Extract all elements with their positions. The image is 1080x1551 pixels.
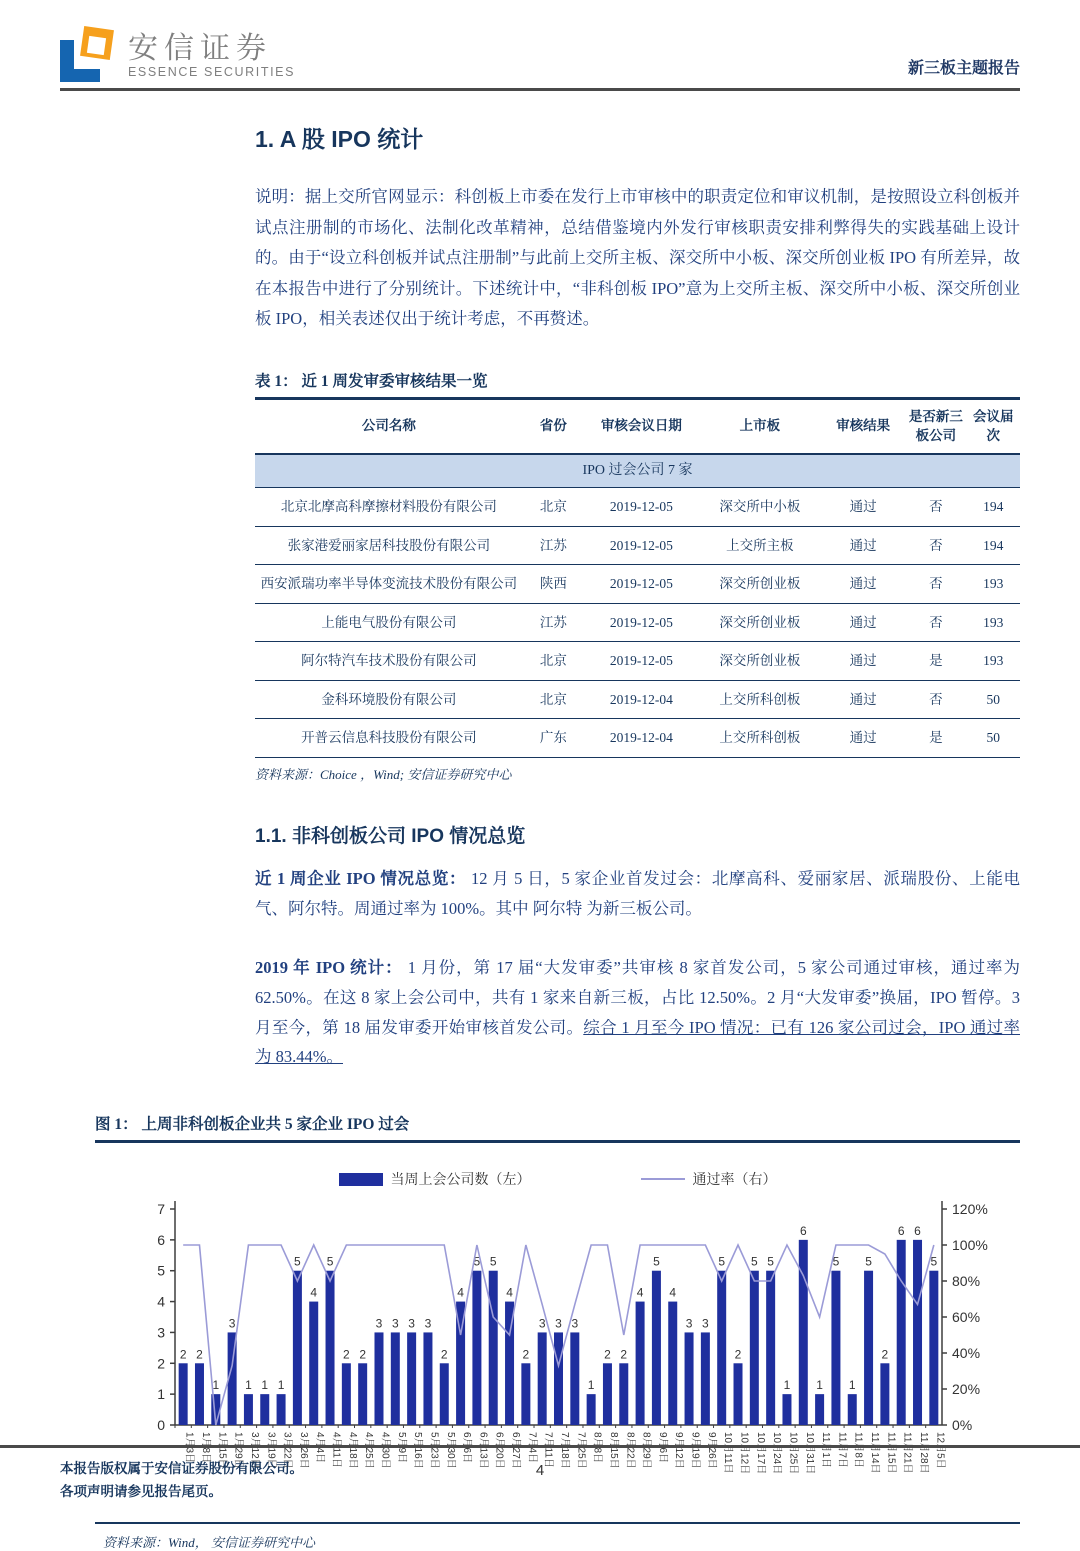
chart-legend bbox=[95, 1169, 1020, 1189]
bar-value-label: 2 bbox=[343, 1347, 350, 1362]
bar bbox=[538, 1332, 547, 1425]
x-axis-label: 12月5日 bbox=[934, 1432, 946, 1469]
bar-value-label: 1 bbox=[783, 1378, 791, 1393]
bar-swatch-icon bbox=[339, 1173, 383, 1186]
yearly-summary-text: 1 月份，第 17 届“大发审委”共审核 8 家首发公司，5 家公司通过审核，通过率为 62.50%。在这 8 家上会公司中，共有 1 家来自新三板，占比 12.50%。2 月“大发审委”换届，IPO 暂停。3 月至今，第 18 届发审委开始审核首发公司。 bbox=[255, 958, 1020, 1037]
report-type-label: 新三板主题报告 bbox=[907, 60, 1020, 77]
x-axis-label: 9月19日 bbox=[689, 1432, 701, 1469]
bar-value-label: 3 bbox=[424, 1316, 432, 1331]
table-1-body bbox=[255, 454, 1020, 758]
table-row: 开普云信息科技股份有限公司 广东 2019-12-04 上交所科创板 通过 是 50 bbox=[255, 719, 1020, 758]
x-axis-label: 10月31日 bbox=[803, 1432, 815, 1475]
table-row: 张家港爱丽家居科技股份有限公司 江苏 2019-12-05 上交所主板 通过 否 194 bbox=[255, 526, 1020, 565]
bar-value-label: 3 bbox=[375, 1316, 383, 1331]
bar bbox=[570, 1332, 579, 1425]
bar-value-label: 3 bbox=[538, 1316, 546, 1331]
x-axis-label: 5月23日 bbox=[428, 1432, 440, 1469]
bar-value-label: 3 bbox=[408, 1316, 415, 1331]
bar bbox=[734, 1363, 743, 1425]
x-axis-label: 3月26日 bbox=[297, 1432, 309, 1469]
bar-value-label: 3 bbox=[228, 1316, 236, 1331]
bar bbox=[326, 1271, 335, 1425]
x-axis-label: 3月19日 bbox=[265, 1432, 277, 1469]
figure-bottom-rule bbox=[95, 1522, 1020, 1524]
x-axis-label: 9月12日 bbox=[673, 1432, 685, 1469]
bar-value-label: 2 bbox=[522, 1347, 530, 1362]
right-axis-tick: 80% bbox=[952, 1273, 981, 1290]
left-axis-tick: 0 bbox=[157, 1417, 165, 1434]
left-axis-tick: 3 bbox=[157, 1324, 165, 1341]
x-axis-label: 10月25日 bbox=[787, 1432, 799, 1475]
right-axis-tick: 100% bbox=[952, 1237, 988, 1254]
bar bbox=[244, 1394, 253, 1425]
bar-value-label: 1 bbox=[245, 1378, 252, 1393]
figure-1-caption: 图 1： 上周非科创板企业共 5 家企业 IPO 过会 bbox=[95, 1112, 1020, 1143]
yearly-summary-underlined: 综合 1 月至今 IPO 情况：已有 126 家公司过会，IPO 通过率为 83.44%。 bbox=[255, 1017, 1020, 1067]
bar bbox=[277, 1394, 286, 1425]
x-axis-label: 7月25日 bbox=[575, 1432, 587, 1469]
left-axis-tick: 1 bbox=[157, 1386, 165, 1403]
bar-value-label: 6 bbox=[914, 1223, 921, 1238]
x-axis-label: 9月6日 bbox=[656, 1432, 668, 1464]
bar-value-label: 4 bbox=[636, 1285, 644, 1300]
page-header bbox=[60, 28, 1020, 91]
table-group-row bbox=[255, 454, 1020, 488]
bar bbox=[472, 1271, 481, 1425]
footer-copyright: 本报告版权属于安信证券股份有限公司。 bbox=[60, 1461, 303, 1476]
bar-value-label: 2 bbox=[620, 1347, 628, 1362]
line-swatch-icon bbox=[641, 1178, 685, 1180]
col-board: 上市板 bbox=[699, 400, 821, 454]
bar bbox=[195, 1363, 204, 1425]
weekly-summary-lead: 近 1 周企业 IPO 情况总览： bbox=[255, 868, 467, 888]
bar bbox=[880, 1363, 889, 1425]
right-axis-tick: 20% bbox=[952, 1381, 981, 1398]
bar bbox=[619, 1363, 628, 1425]
x-axis-label: 10月12日 bbox=[738, 1432, 750, 1475]
bar-value-label: 5 bbox=[294, 1254, 301, 1269]
x-axis-label: 6月27日 bbox=[510, 1432, 522, 1469]
col-company: 公司名称 bbox=[255, 400, 523, 454]
x-axis-label: 5月30日 bbox=[444, 1432, 456, 1469]
bar bbox=[179, 1363, 188, 1425]
x-axis-label: 5月9日 bbox=[395, 1432, 407, 1464]
bar-value-label: 4 bbox=[669, 1285, 677, 1300]
x-axis-label: 6月6日 bbox=[461, 1432, 473, 1464]
x-axis-label: 7月11日 bbox=[542, 1432, 554, 1469]
bar-value-label: 2 bbox=[359, 1347, 367, 1362]
legend-line-label: 通过率（右） bbox=[692, 1171, 777, 1188]
bar-value-label: 1 bbox=[816, 1378, 823, 1393]
brand bbox=[60, 28, 295, 82]
bar-value-label: 5 bbox=[767, 1254, 774, 1269]
x-axis-label: 11月8日 bbox=[852, 1432, 864, 1469]
x-axis-label: 4月18日 bbox=[346, 1432, 358, 1469]
col-neeq: 是否新三板公司 bbox=[905, 400, 966, 454]
bar bbox=[636, 1302, 645, 1425]
weekly-summary-paragraph bbox=[255, 864, 1020, 923]
bar bbox=[799, 1240, 808, 1425]
bar bbox=[603, 1363, 612, 1425]
bar-value-label: 1 bbox=[587, 1378, 595, 1393]
bar-value-label: 2 bbox=[604, 1347, 611, 1362]
bar bbox=[701, 1332, 710, 1425]
bar bbox=[864, 1271, 873, 1425]
bar bbox=[668, 1302, 677, 1425]
x-axis-label: 8月29日 bbox=[640, 1432, 652, 1469]
legend-item-bars bbox=[339, 1169, 531, 1189]
bar bbox=[587, 1394, 596, 1425]
x-axis-label: 1月8日 bbox=[199, 1432, 211, 1464]
bar bbox=[489, 1271, 498, 1425]
table-1 bbox=[255, 400, 1020, 758]
figure-1-source: 资料来源：Wind， 安信证券研究中心 bbox=[103, 1535, 315, 1551]
bar bbox=[717, 1271, 726, 1425]
bar bbox=[815, 1394, 824, 1425]
bar bbox=[521, 1363, 530, 1425]
bar-value-label: 3 bbox=[571, 1316, 579, 1331]
bar-value-label: 4 bbox=[506, 1285, 513, 1300]
x-axis-label: 11月7日 bbox=[836, 1432, 848, 1469]
bar bbox=[374, 1332, 383, 1425]
right-axis-tick: 40% bbox=[952, 1345, 981, 1362]
x-axis-label: 11月15日 bbox=[885, 1432, 897, 1474]
table-row: 金科环境股份有限公司 北京 2019-12-04 上交所科创板 通过 否 50 bbox=[255, 680, 1020, 719]
bar bbox=[440, 1363, 449, 1425]
bar-value-label: 5 bbox=[326, 1254, 334, 1269]
x-axis-label: 11月28日 bbox=[918, 1432, 930, 1474]
bar-value-label: 5 bbox=[930, 1254, 938, 1269]
bar-value-label: 3 bbox=[685, 1316, 693, 1331]
x-axis-label: 7月18日 bbox=[559, 1432, 570, 1469]
x-axis-label: 11月21日 bbox=[901, 1432, 913, 1474]
x-axis-label: 8月15日 bbox=[607, 1432, 619, 1469]
x-axis-label: 10月11日 bbox=[722, 1432, 734, 1474]
left-axis-tick: 6 bbox=[157, 1231, 165, 1248]
section-1-1-title: 1.1. 非科创板公司 IPO 情况总览 bbox=[255, 825, 526, 847]
bar bbox=[407, 1332, 416, 1425]
bar bbox=[652, 1271, 661, 1425]
x-axis-label: 1月29日 bbox=[232, 1432, 244, 1469]
x-axis-label: 8月22日 bbox=[624, 1432, 636, 1469]
bar-value-label: 2 bbox=[179, 1347, 187, 1362]
bar-value-label: 2 bbox=[734, 1347, 742, 1362]
bar bbox=[358, 1363, 367, 1425]
bar-value-label: 3 bbox=[391, 1316, 399, 1331]
legend-item-line bbox=[641, 1169, 777, 1189]
x-axis-label: 9月26日 bbox=[705, 1432, 717, 1469]
yearly-summary-lead: 2019 年 IPO 统计： bbox=[255, 958, 403, 978]
yearly-summary-paragraph bbox=[255, 953, 1020, 1072]
bar-value-label: 6 bbox=[799, 1223, 807, 1238]
bar bbox=[554, 1332, 563, 1425]
bar-value-label: 4 bbox=[457, 1285, 464, 1300]
bar bbox=[342, 1363, 351, 1425]
left-axis-tick: 7 bbox=[157, 1201, 165, 1218]
table-row: 上能电气股份有限公司 江苏 2019-12-05 深交所创业板 通过 否 193 bbox=[255, 603, 1020, 642]
bar bbox=[831, 1271, 840, 1425]
bar bbox=[929, 1271, 938, 1425]
bar bbox=[293, 1271, 302, 1425]
page-number: 4 bbox=[535, 1462, 545, 1479]
section-1-paragraph: 说明：据上交所官网显示：科创板上市委在发行上市审核中的职责定位和审议机制，是按照设立科创板并试点注册制的市场化、法制化改革精神，总结借鉴境内外发行审核职责安排利弊得失的实践基础上设计的。由于“设立科创板并试点注册制”与此前上交所主板、深交所中小板、深交所创业板 IPO 有所差异，故在本报告中进行了分别统计。下述统计中，“非科创板 IPO”意为上交所主板、深交所中小板、深交所创业板 IPO，相关表述仅出于统计考虑，不再赘述。 bbox=[255, 187, 1020, 329]
legend-bars-label: 当周上会公司数（左） bbox=[390, 1171, 531, 1188]
bar-value-label: 5 bbox=[865, 1254, 872, 1269]
x-axis-label: 5月16日 bbox=[412, 1432, 424, 1469]
footer-disclaimer: 各项声明请参见报告尾页。 bbox=[60, 1483, 222, 1499]
x-axis-label: 3月12日 bbox=[248, 1432, 260, 1469]
table-1-source: 资料来源：Choice ，Wind; 安信证券研究中心 bbox=[255, 766, 512, 782]
table-1-caption: 表 1： 近 1 周发审委审核结果一览 bbox=[255, 369, 1020, 400]
x-axis-label: 4月4日 bbox=[314, 1432, 326, 1464]
bar-value-label: 5 bbox=[473, 1254, 481, 1269]
right-axis-tick: 0% bbox=[952, 1417, 973, 1434]
col-result: 审核结果 bbox=[821, 400, 905, 454]
x-axis-label: 4月11日 bbox=[330, 1432, 342, 1469]
bar bbox=[750, 1271, 759, 1425]
bar-value-label: 5 bbox=[653, 1254, 660, 1269]
bar-value-label: 3 bbox=[702, 1316, 709, 1331]
left-axis-tick: 2 bbox=[157, 1355, 165, 1372]
bar bbox=[897, 1240, 906, 1425]
table-row: 西安派瑞功率半导体变流技术股份有限公司 陕西 2019-12-05 深交所创业板 通过 否 193 bbox=[255, 565, 1020, 604]
bar-value-label: 2 bbox=[440, 1347, 448, 1362]
bar bbox=[391, 1332, 400, 1425]
group-header: IPO 过会公司 7 家 bbox=[255, 454, 1020, 488]
bar bbox=[260, 1394, 269, 1425]
essence-logo-icon bbox=[60, 28, 114, 82]
bar-value-label: 5 bbox=[718, 1254, 726, 1269]
x-axis-label: 10月17日 bbox=[754, 1432, 766, 1475]
bar-value-label: 2 bbox=[881, 1347, 889, 1362]
x-axis-label: 3月22日 bbox=[281, 1432, 293, 1469]
bar bbox=[913, 1240, 922, 1425]
bar-value-label: 1 bbox=[261, 1378, 269, 1393]
bar-value-label: 6 bbox=[897, 1223, 905, 1238]
bar-value-label: 5 bbox=[750, 1254, 758, 1269]
brand-name-en: ESSENCE SECURITIES bbox=[128, 64, 296, 79]
x-axis-label: 7月4日 bbox=[526, 1432, 538, 1464]
col-date: 审核会议日期 bbox=[584, 400, 699, 454]
x-axis-label: 1月15日 bbox=[216, 1432, 228, 1469]
bar bbox=[309, 1302, 318, 1425]
x-axis-label: 8月8日 bbox=[591, 1432, 603, 1464]
table-row: 阿尔特汽车技术股份有限公司 北京 2019-12-05 深交所创业板 通过 是 193 bbox=[255, 642, 1020, 681]
bar-value-label: 2 bbox=[196, 1347, 203, 1362]
col-province: 省份 bbox=[523, 400, 584, 454]
left-axis-tick: 4 bbox=[157, 1293, 165, 1310]
bar bbox=[423, 1332, 432, 1425]
x-axis-label: 11月1日 bbox=[820, 1432, 832, 1469]
weekly-summary-text: 12 月 5 日，5 家企业首发过会：北摩高科、爱丽家居、派瑞股份、上能电气、阿尔特。周通过率为 100%。其中 阿尔特 为新三板公司。 bbox=[255, 868, 1021, 918]
table-row: 北京北摩高科摩擦材料股份有限公司 北京 2019-12-05 深交所中小板 通过 否 194 bbox=[255, 488, 1020, 527]
bar-value-label: 4 bbox=[310, 1285, 318, 1300]
x-axis-label: 1月3日 bbox=[183, 1432, 195, 1464]
bar-value-label: 1 bbox=[848, 1378, 856, 1393]
x-axis-label: 6月13日 bbox=[477, 1432, 489, 1469]
bar-value-label: 5 bbox=[832, 1254, 840, 1269]
bar bbox=[848, 1394, 857, 1425]
bar bbox=[766, 1271, 775, 1425]
x-axis-label: 4月25日 bbox=[363, 1432, 375, 1469]
bar-value-label: 1 bbox=[277, 1378, 285, 1393]
brand-name-cn: 安信证券 bbox=[128, 31, 272, 65]
main-content bbox=[255, 121, 1020, 1072]
x-axis-label: 4月30日 bbox=[379, 1432, 391, 1469]
x-axis-label: 11月14日 bbox=[869, 1432, 881, 1474]
bar-value-label: 5 bbox=[489, 1254, 497, 1269]
section-1-title: 1. A 股 IPO 统计 bbox=[255, 126, 424, 152]
x-axis-label: 10月24日 bbox=[771, 1432, 783, 1475]
bar-value-label: 1 bbox=[212, 1378, 220, 1393]
col-session: 会议届次 bbox=[966, 400, 1020, 454]
right-axis-tick: 60% bbox=[952, 1309, 981, 1326]
right-axis-tick: 120% bbox=[952, 1201, 988, 1218]
left-axis-tick: 5 bbox=[157, 1262, 165, 1279]
bar bbox=[685, 1332, 694, 1425]
bar bbox=[782, 1394, 791, 1425]
x-axis-label: 6月20日 bbox=[493, 1432, 505, 1469]
table-1-header-row bbox=[255, 400, 1020, 454]
bar-value-label: 3 bbox=[555, 1316, 562, 1331]
